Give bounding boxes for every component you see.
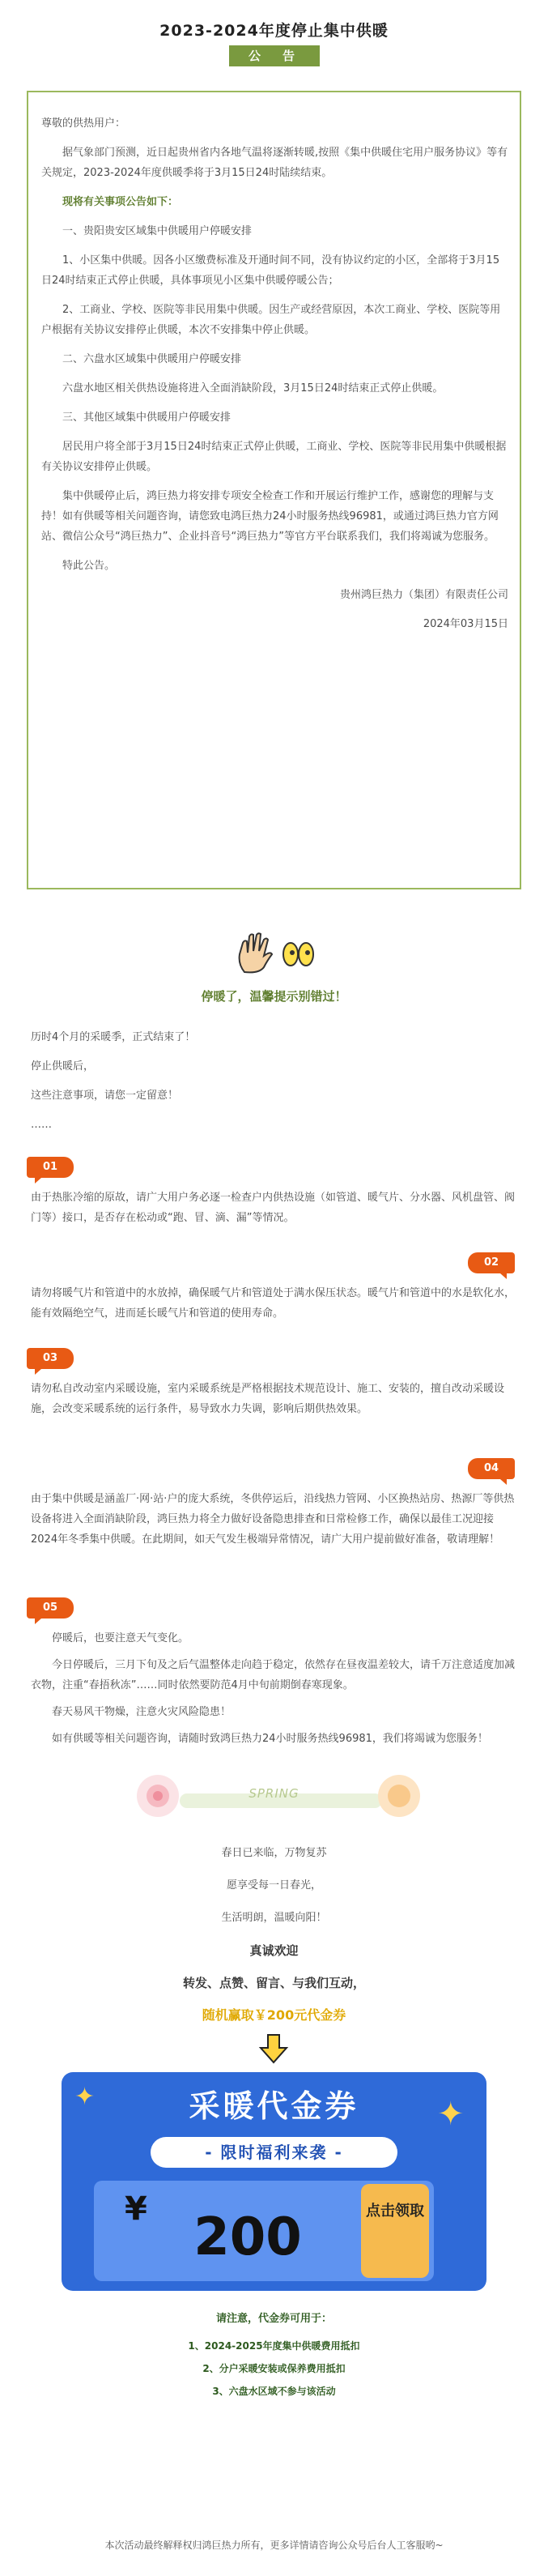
tip-text: 由于集中供暖是涵盖厂·网·站·户的庞大系统，冬供停运后，沿线热力管网、小区换热站房、热源厂等供热设备将进入全面消缺阶段，鸿巨热力将全力做好设备隐患排查和日常检修工作，确保以最佳工况迎接2024年冬季集中供暖。在此期间，如天气发生极端异常情况，请广大用户提前做好准备，敬请理解！ [31, 1493, 515, 1546]
wave-decoration [0, 932, 548, 980]
section-body: 六盘水地区相关供热设施将进入全面消缺阶段，3月15日24时结束正式停止供暖。 [62, 382, 444, 395]
page-title: 2023-2024年度停止集中供暖 [159, 22, 389, 40]
notes-title: 请注意，代金券可用于： [215, 2313, 332, 2325]
tip-text: 春天易风干物燥，注意火灾风险隐患！ [52, 1706, 232, 1718]
tip-5 [31, 1628, 520, 1755]
spring-line: 生活明朗，温暖向阳！ [221, 1912, 327, 1924]
intro-block [31, 1027, 516, 1144]
tip-3 [31, 1379, 520, 1426]
spring-line: 春日已来临，万物复苏 [221, 1847, 327, 1859]
notes-list [0, 2335, 548, 2403]
salutation: 尊敬的供热用户： [41, 117, 126, 130]
tip-text: 如有供暖等相关问题咨询，请随时致鸿巨热力24小时服务热线96981，我们将竭诚为您服务！ [52, 1733, 488, 1745]
arrow-down-icon [257, 2033, 290, 2066]
tip-text: 请勿将暖气片和管道中的水放掉，确保暖气片和管道处于满水保压状态。暖气片和管道中的水是软化水，能有效隔绝空气，进而延长暖气片和管道的使用寿命。 [31, 1287, 516, 1320]
tip-number-badge: 04 [468, 1458, 515, 1479]
intro-line: 这些注意事项，请您一定留意！ [31, 1090, 179, 1102]
intro-line: …… [31, 1119, 52, 1131]
notice-date: 2024年03月15日 [423, 618, 508, 630]
tip-number-badge: 02 [468, 1252, 515, 1273]
intro-line: 停止供暖后， [31, 1060, 95, 1073]
announce-end: 特此公告。 [62, 560, 116, 572]
spring-banner [0, 1768, 548, 1840]
tip-text: 请勿私自改动室内采暖设施，室内采暖系统是严格根据技术规范设计、施工、安装的，擅自改动采暖设施，会改变采暖系统的运行条件，易导致水力失调，影响后期供热效果。 [31, 1383, 505, 1415]
closing-paragraph: 集中供暖停止后，鸿巨热力将安排专项安全检查工作和开展运行维护工作，感谢您的理解与支持！如有供暖等相关问题咨询，请您致电鸿巨热力24小时服务热线96981，或通过鸿巨热力官方网站、微信公众号“鸿巨热力”、企业抖音号“鸿巨热力”等官方平台联系我们，我们将竭诚为您服务。 [41, 490, 499, 543]
tip-text: 今日停暖后，三月下旬及之后气温整体走向趋于稳定，依然存在昼夜温差较大，请千万注意适度加减衣物，注重“春捂秋冻”……同时依然要防范4月中旬前期倒春寒现象。 [31, 1659, 516, 1691]
voucher-title: 采暖代金券 [189, 2088, 359, 2124]
tip-2 [31, 1283, 520, 1330]
tip-number-badge: 05 [27, 1597, 74, 1619]
section-item: 2、工商业、学校、医院等非民用集中供暖。因生产或经营原因，本次工商业、学校、医院等用户根据有关协议安排停止供暖，本次不安排集中停止供暖。 [41, 304, 501, 336]
notice-box [27, 91, 521, 889]
cartoon-eyes-icon [282, 938, 314, 974]
tip-4 [31, 1489, 520, 1556]
prize-line: 随机赢取￥200元代金券 [202, 2007, 346, 2023]
tip-number-badge: 03 [27, 1348, 74, 1369]
voucher-card[interactable] [62, 2072, 486, 2291]
voucher-ticket [94, 2181, 434, 2281]
note-item: 3、六盘水区域不参与该活动 [212, 2386, 336, 2397]
signature: 贵州鸿巨热力（集团）有限责任公司 [339, 589, 508, 601]
intro-line: 历时4个月的采暖季，正式结束了！ [31, 1031, 196, 1043]
tip-number-badge: 01 [27, 1157, 74, 1178]
actions-line: 转发、点赞、留言、与我们互动， [182, 1976, 365, 1990]
claim-button[interactable]: 点击领取 [361, 2184, 429, 2278]
notice-paragraph: 据气象部门预测，近日起贵州省内各地气温将逐渐转暖,按照《集中供暖住宅用户服务协议》等有关规定，2023-2024年度供暖季将于3月15日24时陆续结束。 [41, 147, 508, 179]
section-title: 二、六盘水区域集中供暖用户停暖安排 [62, 353, 242, 365]
page-header [0, 0, 548, 66]
waving-hand-icon [235, 932, 274, 974]
voucher-subtitle: - 限时福利来袭 - [151, 2137, 397, 2168]
announce-heading: 现将有关事项公告如下： [62, 196, 179, 208]
spring-message [0, 1837, 548, 2032]
section-title: 三、其他区域集中供暖用户停暖安排 [62, 412, 232, 424]
tip-text: 停暖后，也要注意天气变化。 [52, 1632, 189, 1644]
note-item: 1、2024-2025年度集中供暖费用抵扣 [188, 2340, 360, 2352]
section-item: 1、小区集中供暖。因各小区缴费标准及开通时间不同，没有协议约定的小区，全部将于3月15日24时结束正式停止供暖，具体事项见小区集中供暖停暖公告； [41, 254, 500, 287]
footer-note: 本次活动最终解释权归鸿巨热力所有，更多详情请咨询公众号后台人工客服哟~ [104, 2540, 444, 2551]
spring-label: SPRING [249, 1786, 299, 1801]
notice-tag: 公 告 [229, 45, 320, 66]
sparkle-icon: ✦ [74, 2083, 96, 2111]
sparkle-icon: ✦ [437, 2096, 465, 2133]
reminder-title: 停暖了，温馨提示别错过！ [201, 989, 347, 1004]
spring-line: 愿享受每一日春光， [226, 1879, 321, 1891]
voucher-amount: 200 [193, 2207, 302, 2267]
welcome-line: 真诚欢迎 [249, 1943, 299, 1958]
section-body: 居民用户将全部于3月15日24时结束正式停止供暖，工商业、学校、医院等非民用集中供暖根据有关协议安排停止供暖。 [41, 441, 507, 473]
tip-1 [31, 1188, 520, 1235]
note-item: 2、分户采暖安装或保养费用抵扣 [202, 2363, 346, 2374]
section-title: 一、贵阳贵安区域集中供暖用户停暖安排 [62, 225, 253, 237]
tip-text: 由于热胀冷缩的原故，请广大用户务必逐一检查户内供热设施（如管道、暖气片、分水器、风机盘管、阀门等）接口，是否存在松动或“跑、冒、滴、漏”等情况。 [31, 1192, 516, 1224]
currency-symbol: ¥ [125, 2190, 147, 2228]
